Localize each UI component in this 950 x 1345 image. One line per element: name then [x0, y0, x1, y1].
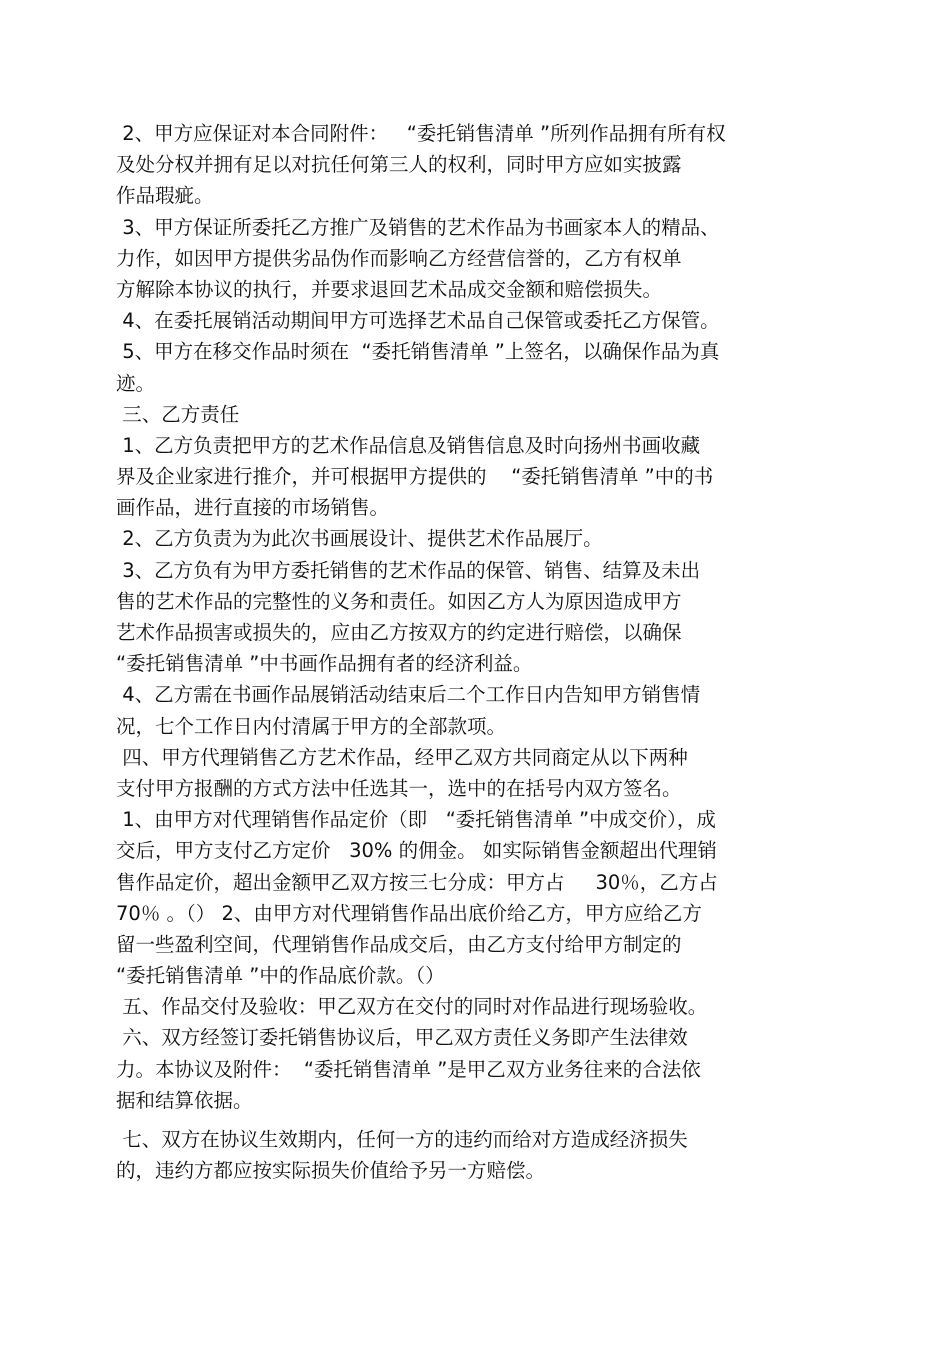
text-line: 方解除本协议的执行，并要求退回艺术品成交金额和赔偿损失。 — [116, 277, 663, 301]
section-heading: 七、双方在协议生效期内，任何一方的违约而给对方造成经济损失 — [116, 1128, 688, 1151]
text-line: 4、乙方需在书画作品展销活动结束后二个工作日内告知甲方销售情 — [116, 683, 701, 707]
text-line: 画作品，进行直接的市场销售。 — [116, 496, 390, 520]
section-heading: 四、甲方代理销售乙方艺术作品，经甲乙双方共同商定从以下两种 — [116, 745, 688, 769]
text-line: 及处分权并拥有足以对抗任何第三人的权利，同时甲方应如实披露 — [116, 153, 682, 177]
text-line: 交后，甲方支付乙方定价 30% 的佣金。 如实际销售金额超出代理销 — [116, 839, 717, 863]
text-line: 70％ 。（） 2、由甲方对代理销售作品出底价给乙方，甲方应给乙方 — [116, 901, 702, 925]
paragraph-gap — [116, 1116, 816, 1124]
section-heading: 六、双方经签订委托销售协议后，甲乙双方责任义务即产生法律效 — [116, 1026, 688, 1050]
text-line: 3、乙方负有为甲方委托销售的艺术作品的保管、销售、结算及未出 — [116, 558, 701, 582]
text-line: 力。本协议及附件： “委托销售清单 ”是甲乙双方业务往来的合法依 — [116, 1057, 701, 1081]
text-line: 艺术作品损害或损失的，应由乙方按双方的约定进行赔偿，以确保 — [116, 621, 682, 644]
text-line: 3、甲方保证所委托乙方推广及销售的艺术作品为书画家本人的精品、 — [116, 215, 720, 239]
text-line: 5、甲方在移交作品时须在 “委托销售清单 ”上签名，以确保作品为真 — [116, 340, 720, 364]
section-heading: 五、作品交付及验收：甲乙双方在交付的同时对作品进行现场验收。 — [116, 995, 708, 1019]
text-line: 2、乙方负责为为此次书画展设计、提供艺术作品展厅。 — [116, 527, 603, 551]
text-line: “委托销售清单 ”中书画作品拥有者的经济利益。 — [116, 652, 533, 676]
text-line: 据和结算依据。 — [116, 1088, 253, 1112]
text-line: “委托销售清单 ”中的作品底价款。（） — [116, 964, 445, 988]
text-line: 况，七个工作日内付清属于甲方的全部款项。 — [116, 714, 507, 738]
section-heading: 三、乙方责任 — [116, 402, 240, 426]
contract-body — [116, 118, 816, 1186]
text-line: 迹。 — [116, 371, 156, 395]
text-line: 2、甲方应保证对本合同附件： “委托销售清单 ”所列作品拥有所有权 — [116, 122, 726, 145]
text-line: 支付甲方报酬的方式方法中任选其一，选中的在括号内双方签名。 — [116, 776, 682, 800]
text-line: 4、在委托展销活动期间甲方可选择艺术品自己保管或委托乙方保管。 — [116, 309, 720, 333]
text-line: 作品瑕疵。 — [116, 184, 214, 208]
text-line: 力作，如因甲方提供劣品伪作而影响乙方经营信誉的，乙方有权单 — [116, 246, 682, 270]
text-line: 界及企业家进行推介，并可根据甲方提供的 “委托销售清单 ”中的书 — [116, 465, 714, 489]
text-line: 售的艺术作品的完整性的义务和责任。如因乙方人为原因造成甲方 — [116, 589, 682, 613]
text-line: 1、乙方负责把甲方的艺术作品信息及销售信息及时向扬州书画收藏 — [116, 433, 701, 457]
text-line: 售作品定价，超出金额甲乙双方按三七分成：甲方占 30％，乙方占 — [116, 870, 718, 894]
text-line: 留一些盈利空间，代理销售作品成交后，由乙方支付给甲方制定的 — [116, 932, 682, 956]
text-line: 的，违约方都应按实际损失价值给予另一方赔偿。 — [116, 1159, 546, 1183]
text-line: 1、由甲方对代理销售作品定价（即 “委托销售清单 ”中成交价），成 — [116, 808, 716, 832]
